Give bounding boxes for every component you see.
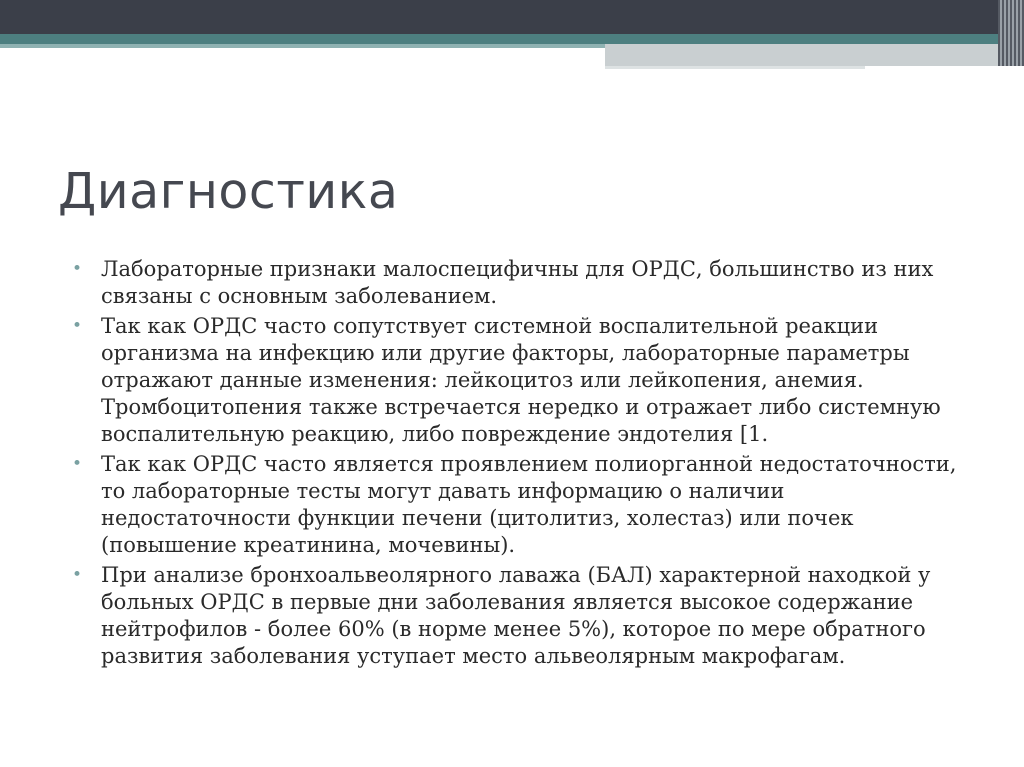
header-band-grey-thin xyxy=(605,66,865,69)
header-stripes-decoration xyxy=(998,0,1024,66)
bullet-item xyxy=(72,451,972,559)
bullet-text: При анализе бронхоальвеолярного лаважа (БАЛ) характерной находкой у больных ОРДС в первые дни заболевания является высокое содержание нейтрофилов - более 60% (в норме менее 5%), которое по мере обратного развития заболевания уступает место альвеолярным макрофагам. xyxy=(101,563,931,668)
bullet-text: Так как ОРДС часто является проявлением полиорганной недостаточности, то лабораторные тесты могут давать информацию о наличии недостаточности функции печени (цитолитиз, холестаз) или почек (повышение креатинина, мочевины). xyxy=(101,452,957,557)
bullet-icon: • xyxy=(72,565,83,585)
bullet-text: Так как ОРДС часто сопутствует системной воспалительной реакции организма на инфекцию или другие факторы, лабораторные параметры отражают данные изменения: лейкоцитоз или лейкопения, анемия. Тромбоцитопения также встречается нередко и отражает либо системную воспалительную реакцию, либо повреждение эндотелия [1. xyxy=(101,314,941,446)
bullet-icon: • xyxy=(72,259,83,279)
slide-title: Диагностика xyxy=(58,163,399,220)
header-band-dark xyxy=(0,0,1024,34)
bullet-text: Лабораторные признаки малоспецифичны для ОРДС, большинство из них связаны с основным заболеванием. xyxy=(101,257,934,308)
bullet-item xyxy=(72,256,972,310)
header-band-grey xyxy=(605,44,1024,66)
bullet-icon: • xyxy=(72,316,83,336)
bullet-icon: • xyxy=(72,454,83,474)
bullet-item xyxy=(72,562,972,670)
header-band-teal xyxy=(0,34,1024,44)
header-band-teal-light xyxy=(0,44,605,48)
bullet-item xyxy=(72,313,972,448)
bullet-list xyxy=(72,256,972,673)
